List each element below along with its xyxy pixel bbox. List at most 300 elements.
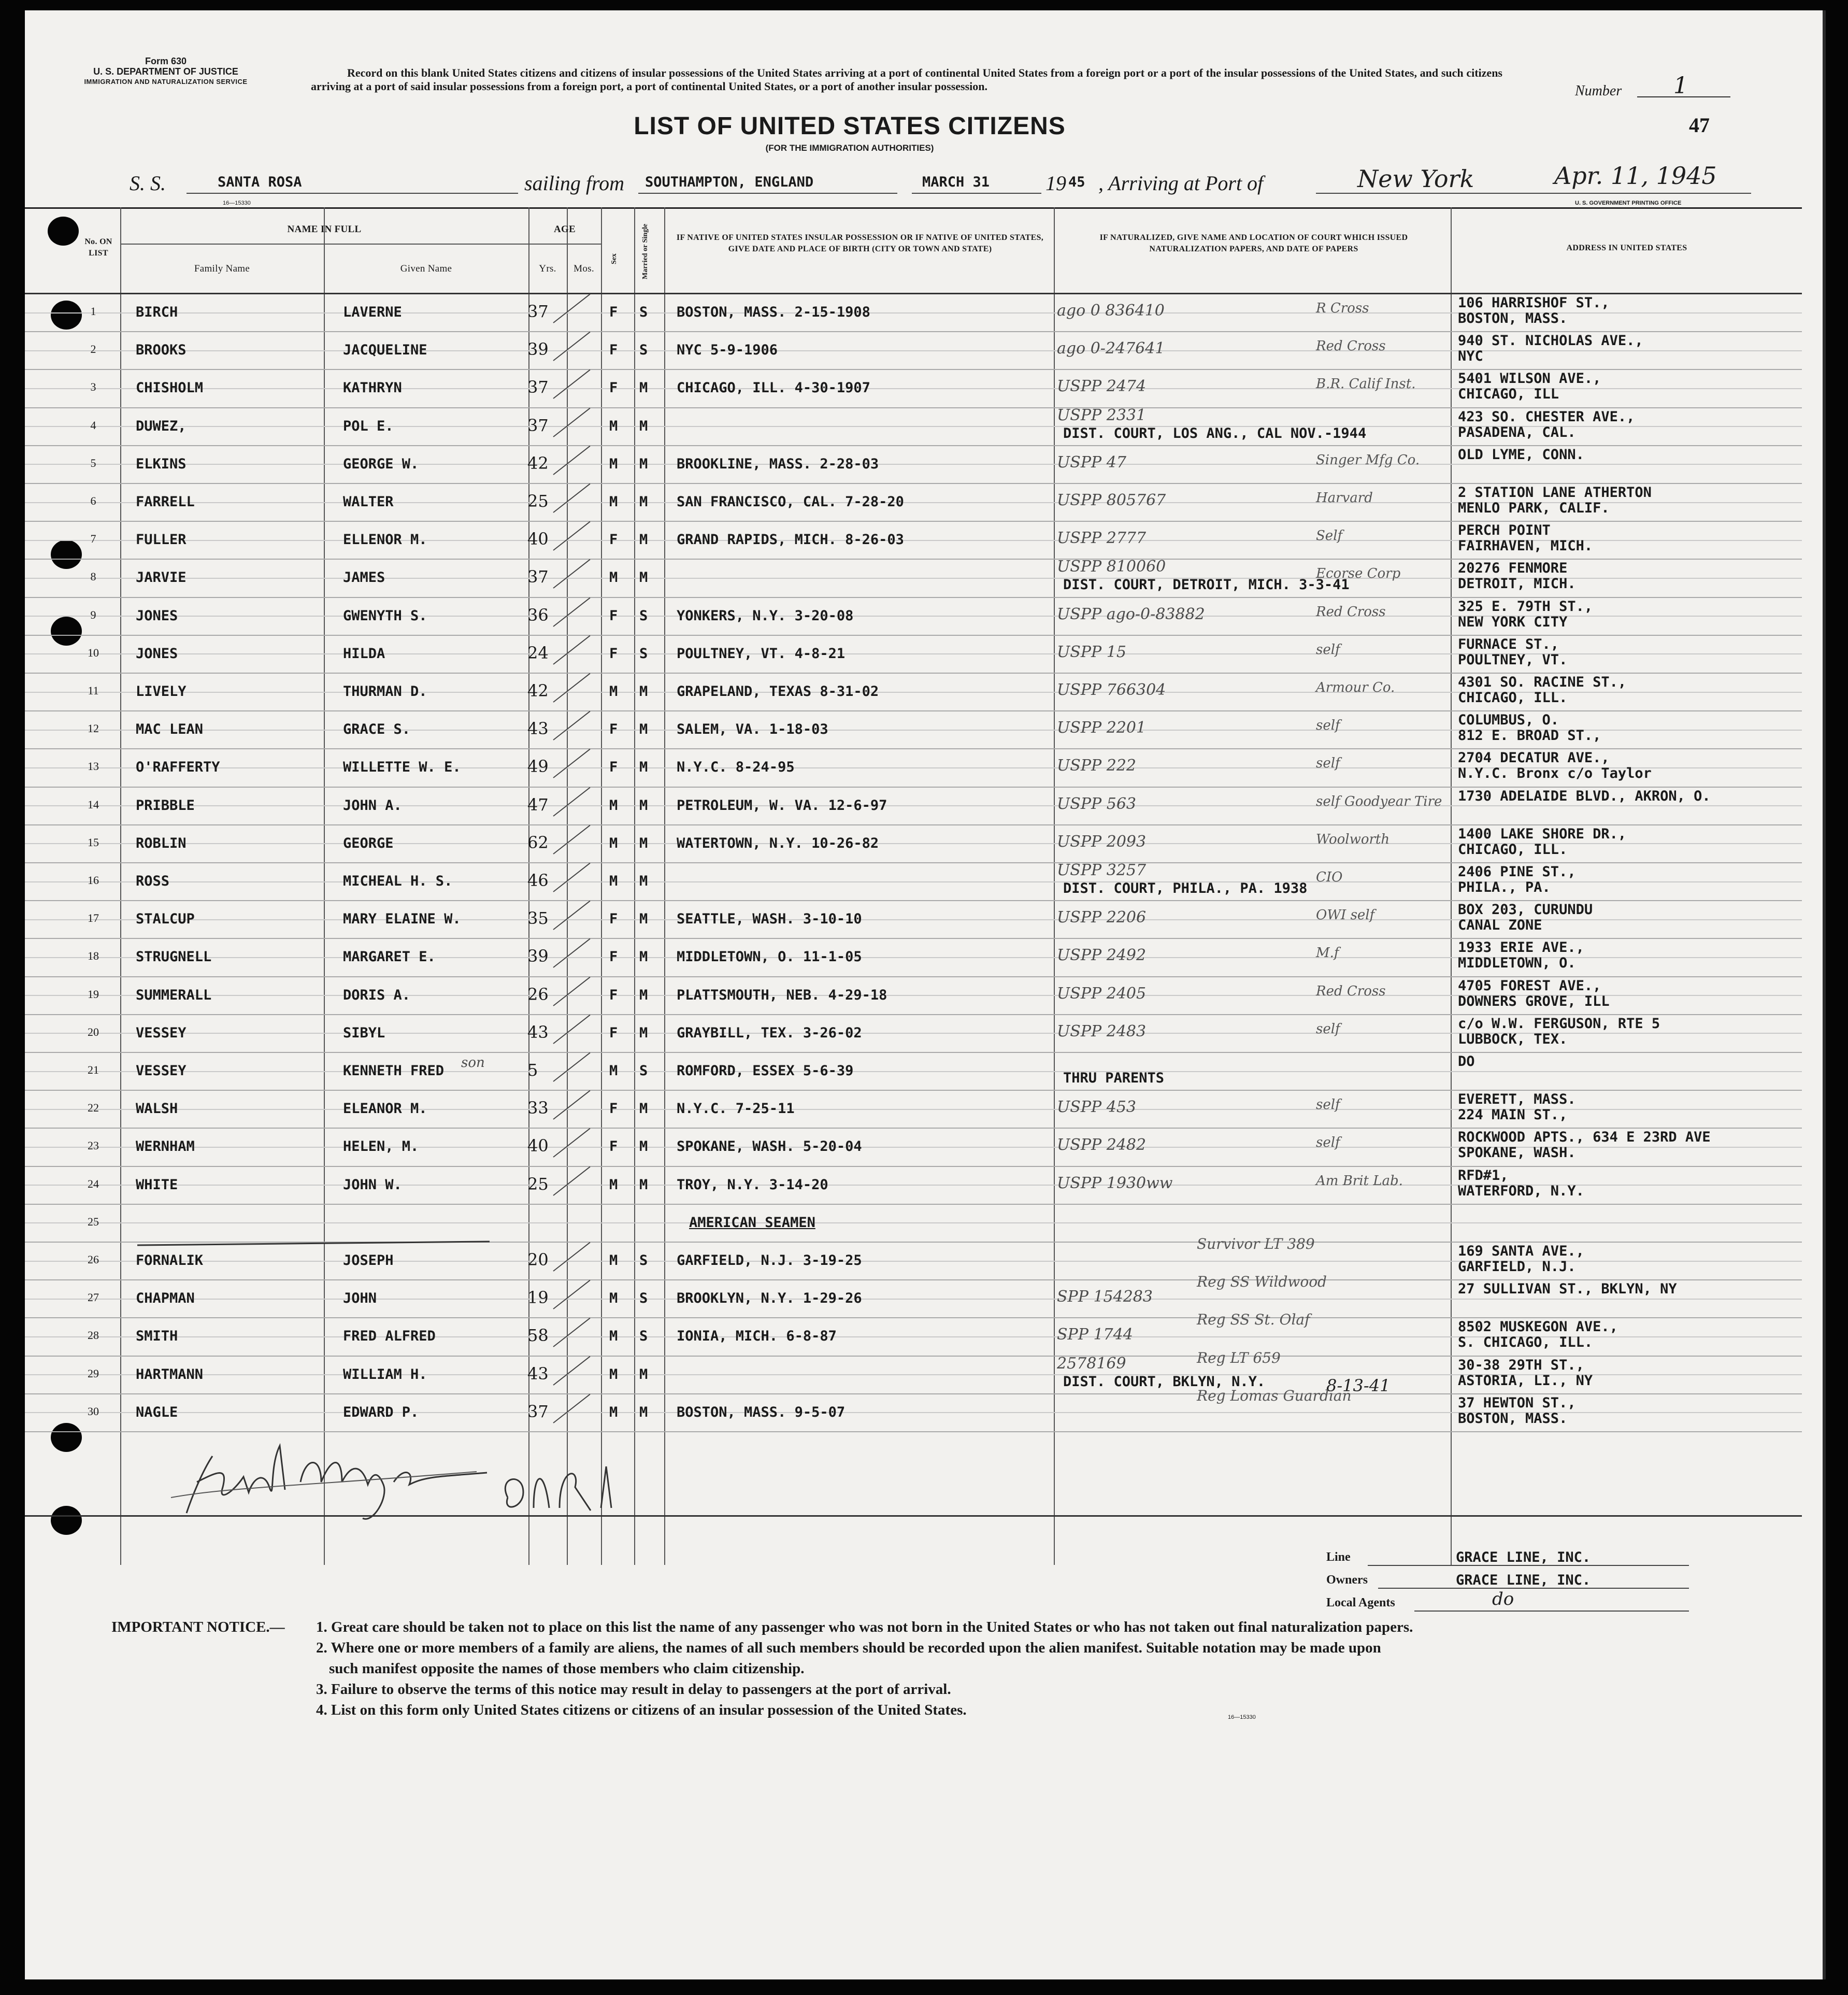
family-name: NAGLE <box>136 1404 178 1420</box>
sex: M <box>609 835 618 851</box>
age-years: 33 <box>527 1098 549 1118</box>
header-subdivider <box>120 244 601 245</box>
address-line-2: SPOKANE, WASH. <box>1458 1145 1576 1161</box>
family-name: BIRCH <box>136 304 178 320</box>
birth-place-date: CHICAGO, ILL. 4-30-1907 <box>677 380 870 396</box>
header-sex: Sex <box>610 253 618 265</box>
row-number: 28 <box>88 1329 99 1342</box>
row-number: 27 <box>88 1291 99 1304</box>
header-address: ADDRESS IN UNITED STATES <box>1566 244 1687 252</box>
sex: F <box>609 532 618 548</box>
row-line <box>25 1052 1802 1053</box>
birth-place-date: N.Y.C. 8-24-95 <box>677 759 795 776</box>
row-number: 8 <box>90 570 96 583</box>
row-number: 14 <box>88 797 99 811</box>
address-line-2: BOSTON, MASS. <box>1458 310 1568 326</box>
family-name: FARRELL <box>136 494 195 510</box>
marital-status: S <box>639 1290 648 1307</box>
owners-label: Owners <box>1326 1573 1368 1587</box>
birth-place-date: WATERTOWN, N.Y. 10-26-82 <box>677 835 879 851</box>
birth-place-date: SPOKANE, WASH. 5-20-04 <box>677 1138 862 1155</box>
address-line-2: ASTORIA, LI., NY <box>1458 1372 1593 1389</box>
address-line-2: DETROIT, MICH. <box>1458 576 1576 592</box>
marital-status: M <box>639 1101 648 1117</box>
family-name: JONES <box>136 645 178 662</box>
header-married-single: Married or Single <box>641 223 649 279</box>
sailing-date: MARCH 31 <box>922 174 990 190</box>
age-years: 43 <box>527 719 549 739</box>
marital-status: S <box>639 607 648 624</box>
birth-place-date: PETROLEUM, W. VA. 12-6-97 <box>677 797 887 814</box>
address-line-1: c/o W.W. FERGUSON, RTE 5 <box>1458 1015 1660 1032</box>
handwritten-note: USPP 810060 <box>1057 558 1166 576</box>
row-line <box>25 900 1802 901</box>
address-line-1: 423 SO. CHESTER AVE., <box>1458 408 1635 425</box>
given-name: DORIS A. <box>343 987 411 1003</box>
handwritten-note: USPP 2201 <box>1057 719 1147 737</box>
handwritten-note: self <box>1316 1097 1340 1113</box>
sex: F <box>609 342 618 359</box>
family-name: ROSS <box>136 873 170 889</box>
given-name: WILLETTE W. E. <box>343 759 461 776</box>
handwritten-note: USPP ago-0-83882 <box>1057 605 1205 623</box>
given-name: WALTER <box>343 494 394 510</box>
handwritten-note: M.f <box>1316 945 1339 961</box>
birth-place-date: N.Y.C. 7-25-11 <box>677 1101 795 1117</box>
number-value: 1 <box>1673 73 1688 99</box>
sex: M <box>609 418 618 434</box>
family-name: JONES <box>136 607 178 624</box>
age-years: 40 <box>527 1136 549 1156</box>
header-given-name: Given Name <box>400 263 452 274</box>
marital-status: M <box>639 797 648 814</box>
family-name: SMITH <box>136 1328 178 1345</box>
handwritten-note: USPP 2492 <box>1057 946 1147 965</box>
row-line <box>25 1393 1802 1394</box>
handwritten-note: Red Cross <box>1316 983 1386 999</box>
row-line <box>25 748 1802 749</box>
row-number: 18 <box>88 949 99 963</box>
sex: M <box>609 797 618 814</box>
address-line-2: CHICAGO, ILL. <box>1458 841 1568 858</box>
handwritten-note: Ecorse Corp <box>1316 566 1401 582</box>
header-birth: IF NATIVE OF UNITED STATES INSULAR POSSESSION OR IF NATIVE OF UNITED STATES, GIVE DATE AND PLACE OF BIRTH (CITY OR TOWN AND STATE) <box>676 233 1044 253</box>
handwritten-note: Singer Mfg Co. <box>1316 452 1420 468</box>
handwritten-note: USPP 47 <box>1057 453 1126 472</box>
birth-place-date: BROOKLINE, MASS. 2-28-03 <box>677 455 879 472</box>
naturalization-court: THRU PARENTS <box>1063 1070 1165 1086</box>
age-years: 36 <box>527 605 549 625</box>
handwritten-note: USPP 15 <box>1057 643 1126 661</box>
row-line <box>25 521 1802 522</box>
sailing-from: SOUTHAMPTON, ENGLAND <box>645 174 814 190</box>
row-number: 9 <box>90 608 96 621</box>
marital-status: M <box>639 1404 648 1420</box>
sex: M <box>609 1404 618 1420</box>
handwritten-note: USPP 453 <box>1057 1098 1137 1117</box>
birth-place-date: IONIA, MICH. 6-8-87 <box>677 1328 837 1345</box>
address-line-1: 169 SANTA AVE., <box>1458 1243 1584 1259</box>
row-number: 6 <box>90 494 96 507</box>
number-label: Number <box>1575 83 1622 99</box>
row-number: 15 <box>88 835 99 849</box>
sex: M <box>609 455 618 472</box>
family-name: JARVIE <box>136 569 187 586</box>
given-name: ELEANOR M. <box>343 1101 427 1117</box>
row-number: 21 <box>88 1063 99 1076</box>
ship-name: SANTA ROSA <box>218 174 302 190</box>
row-line <box>25 369 1802 370</box>
owners-value: GRACE LINE, INC. <box>1456 1572 1591 1588</box>
row-number: 20 <box>88 1025 99 1038</box>
age-years: 25 <box>527 491 549 511</box>
address-line-2: MENLO PARK, CALIF. <box>1458 500 1610 516</box>
handwritten-note: ago 0 836410 <box>1057 302 1165 320</box>
family-name: O'RAFFERTY <box>136 759 220 776</box>
address-line-1: OLD LYME, CONN. <box>1458 446 1584 463</box>
marital-status: S <box>639 1063 648 1079</box>
birth-place-date: ROMFORD, ESSEX 5-6-39 <box>677 1063 854 1079</box>
family-name: DUWEZ, <box>136 418 187 434</box>
address-line-1: 106 HARRISHOF ST., <box>1458 295 1610 311</box>
given-name: FRED ALFRED <box>343 1328 436 1345</box>
row-number: 29 <box>88 1366 99 1380</box>
given-name: GEORGE <box>343 835 394 851</box>
department: U. S. DEPARTMENT OF JUSTICE <box>93 66 238 77</box>
age-years: 42 <box>527 681 549 701</box>
birth-place-date: BROOKLYN, N.Y. 1-29-26 <box>677 1290 862 1307</box>
address-line-1: BOX 203, CURUNDU <box>1458 902 1593 918</box>
notice-3: 3. Failure to observe the terms of this notice may result in delay to passengers at the port of arrival. <box>316 1681 951 1698</box>
address-line-2: N.Y.C. Bronx c/o Taylor <box>1458 765 1652 782</box>
row-line <box>25 976 1802 977</box>
handwritten-note: self Goodyear Tire <box>1316 793 1442 809</box>
handwritten-note: self <box>1316 718 1340 734</box>
arriving-label: , Arriving at Port of <box>1098 172 1264 195</box>
address-line-1: EVERETT, MASS. <box>1458 1091 1576 1108</box>
given-name: GEORGE W. <box>343 455 419 472</box>
row-line <box>25 559 1802 560</box>
naturalization-court: DIST. COURT, PHILA., PA. 1938 <box>1063 880 1308 896</box>
address-line-1: 20276 FENMORE <box>1458 560 1568 577</box>
date-underline <box>912 193 1041 194</box>
family-name: MAC LEAN <box>136 721 204 738</box>
address-line-1: 30-38 29TH ST., <box>1458 1357 1584 1373</box>
family-name: WHITE <box>136 1176 178 1193</box>
birth-place-date: PLATTSMOUTH, NEB. 4-29-18 <box>677 987 887 1003</box>
handwritten-note: 2578169 <box>1057 1354 1126 1373</box>
age-years: 37 <box>527 377 549 397</box>
row-number: 22 <box>88 1101 99 1115</box>
handwritten-note: self <box>1316 1021 1340 1037</box>
given-name: JOHN <box>343 1290 377 1307</box>
address-line-2: WATERFORD, N.Y. <box>1458 1182 1584 1199</box>
address-line-2: PHILA., PA. <box>1458 879 1551 895</box>
marital-status: M <box>639 911 648 928</box>
age-years: 37 <box>527 415 549 435</box>
handwritten-note: USPP 2405 <box>1057 984 1147 1003</box>
given-name: EDWARD P. <box>343 1404 419 1420</box>
handwritten-note: USPP 2093 <box>1057 832 1147 851</box>
birth-place-date: TROY, N.Y. 3-14-20 <box>677 1176 828 1193</box>
master-signature <box>166 1435 632 1529</box>
row-number: 16 <box>88 874 99 887</box>
row-number: 12 <box>88 722 99 735</box>
given-name: ELLENOR M. <box>343 532 427 548</box>
row-line <box>25 407 1802 408</box>
age-years: 24 <box>527 643 549 663</box>
handwritten-note: USPP 2331 <box>1057 406 1147 424</box>
age-years: 39 <box>527 339 549 360</box>
header-family-name: Family Name <box>194 263 250 274</box>
ledger-line <box>25 1222 1802 1223</box>
row-line <box>25 597 1802 598</box>
address-line-1: 37 HEWTON ST., <box>1458 1394 1576 1411</box>
given-name: SIBYL <box>343 1024 385 1041</box>
handwritten-note: ago 0-247641 <box>1057 339 1165 358</box>
given-name: THURMAN D. <box>343 683 427 700</box>
family-name: WALSH <box>136 1101 178 1117</box>
marital-status: M <box>639 1366 648 1383</box>
family-name: VESSEY <box>136 1063 187 1079</box>
sex: F <box>609 645 618 662</box>
address-line-2: 812 E. BROAD ST., <box>1458 728 1601 744</box>
address-line-1: 2406 PINE ST., <box>1458 864 1576 880</box>
sex: F <box>609 987 618 1003</box>
address-line-2: CHICAGO, ILL. <box>1458 690 1568 706</box>
given-name: MARY ELAINE W. <box>343 911 461 928</box>
given-name: WILLIAM H. <box>343 1366 427 1383</box>
row-line <box>25 1317 1802 1318</box>
row-number: 10 <box>88 646 99 659</box>
age-years: 42 <box>527 453 549 473</box>
handwritten-note: Harvard <box>1316 490 1373 506</box>
page-subtitle: (FOR THE IMMIGRATION AUTHORITIES) <box>765 143 934 153</box>
bottom-form-code: 16—15330 <box>1228 1714 1256 1720</box>
address-line-2: BOSTON, MASS. <box>1458 1410 1568 1427</box>
row-number: 26 <box>88 1253 99 1266</box>
row-number: 5 <box>90 456 96 469</box>
handwritten-note: SPP 154283 <box>1057 1288 1153 1306</box>
sex: M <box>609 873 618 889</box>
row-line <box>25 635 1802 636</box>
family-name: CHISHOLM <box>136 380 204 396</box>
line-value: GRACE LINE, INC. <box>1456 1549 1591 1565</box>
ledger-line <box>25 1299 1802 1300</box>
address-line-1: DO <box>1458 1053 1475 1070</box>
ledger-line <box>25 1071 1802 1072</box>
age-years: 26 <box>527 984 549 1004</box>
given-name: LAVERNE <box>343 304 402 320</box>
handwritten-note: Red Cross <box>1316 338 1386 354</box>
age-years: 58 <box>527 1326 549 1346</box>
printing-office: U. S. GOVERNMENT PRINTING OFFICE <box>1575 200 1682 206</box>
marital-status: S <box>639 304 648 320</box>
sex: M <box>609 1366 618 1383</box>
address-line-2: CANAL ZONE <box>1458 917 1542 934</box>
handwritten-note: B.R. Calif Inst. <box>1316 376 1416 392</box>
handwritten-note: USPP 1930ww <box>1057 1174 1173 1192</box>
birth-place-date: BOSTON, MASS. 9-5-07 <box>677 1404 846 1420</box>
handwritten-note: USPP 2777 <box>1057 529 1147 548</box>
address-line-1: 5401 WILSON AVE., <box>1458 370 1601 387</box>
address-line-1: 1400 LAKE SHORE DR., <box>1458 825 1627 842</box>
address-line-1: 325 E. 79TH ST., <box>1458 598 1593 615</box>
form-number: Form 630 <box>145 56 187 66</box>
age-years: 62 <box>527 832 549 852</box>
sex: F <box>609 721 618 738</box>
given-name: GRACE S. <box>343 721 411 738</box>
address-line-1: 27 SULLIVAN ST., BKLYN, NY <box>1458 1281 1677 1298</box>
address-line-2: NEW YORK CITY <box>1458 614 1568 630</box>
address-line-2: 224 MAIN ST., <box>1458 1107 1568 1123</box>
row-number: 23 <box>88 1139 99 1152</box>
handwritten-note: Armour Co. <box>1316 680 1395 695</box>
given-name: GWENYTH S. <box>343 607 427 624</box>
marital-status: M <box>639 683 648 700</box>
given-name: HILDA <box>343 645 385 662</box>
marital-status: M <box>639 569 648 586</box>
col-divider <box>634 207 635 1565</box>
sex: M <box>609 683 618 700</box>
row-line <box>25 1204 1802 1205</box>
given-name: MARGARET E. <box>343 949 436 965</box>
marital-status: M <box>639 494 648 510</box>
family-name: BROOKS <box>136 342 187 359</box>
sex: M <box>609 494 618 510</box>
given-name: KENNETH FRED <box>343 1063 445 1079</box>
col-divider <box>601 207 602 1565</box>
address-line-2: GARFIELD, N.J. <box>1458 1259 1576 1275</box>
marital-status: M <box>639 987 648 1003</box>
age-years: 43 <box>527 1363 549 1384</box>
col-divider <box>664 207 665 1565</box>
marital-status: M <box>639 455 648 472</box>
col-divider <box>567 207 568 1565</box>
row-line <box>25 938 1802 939</box>
age-years: 40 <box>527 529 549 549</box>
header-yrs: Yrs. <box>539 263 556 274</box>
age-years: 46 <box>527 871 549 890</box>
birth-place-date: BOSTON, MASS. 2-15-1908 <box>677 304 870 320</box>
col-divider <box>120 207 121 1565</box>
age-years: 5 <box>527 1060 538 1080</box>
birth-place-date: GRAPELAND, TEXAS 8-31-02 <box>677 683 879 700</box>
header-naturalized: IF NATURALIZED, GIVE NAME AND LOCATION OF COURT WHICH ISSUED NATURALIZATION PAPERS, AND DATE OF PAPERS <box>1099 233 1408 253</box>
port-underline <box>1316 193 1751 194</box>
handwritten-note: Woolworth <box>1316 831 1390 847</box>
address-line-1: 1730 ADELAIDE BLVD., AKRON, O. <box>1458 788 1711 804</box>
sex: F <box>609 911 618 928</box>
address-line-1: 4301 SO. RACINE ST., <box>1458 674 1627 690</box>
address-line-2: FAIRHAVEN, MICH. <box>1458 538 1593 554</box>
row-line <box>25 1128 1802 1129</box>
intro-text: Record on this blank United States citizens and citizens of insular possessions of the United States arriving at a port of continental United States from a foreign port or a port of the insular possessions of the United States, and such citizens arriving at a port of said insular possessions from a foreign port, a port of continental United States, or a port of another insular possession. <box>311 66 1502 93</box>
family-name: ELKINS <box>136 455 187 472</box>
address-line-2: POULTNEY, VT. <box>1458 651 1568 668</box>
birth-place-date: SEATTLE, WASH. 3-10-10 <box>677 911 862 928</box>
family-name: FORNALIK <box>136 1252 204 1269</box>
address-line-1: ROCKWOOD APTS., 634 E 23RD AVE <box>1458 1129 1711 1146</box>
age-years: 35 <box>527 908 549 929</box>
agents-underline <box>1414 1611 1689 1612</box>
row-number: 19 <box>88 987 99 1001</box>
birth-place-date: MIDDLETOWN, O. 11-1-05 <box>677 949 862 965</box>
row-line <box>25 1014 1802 1015</box>
col-divider <box>1054 207 1055 1565</box>
handwritten-note: self <box>1316 1135 1340 1151</box>
agents-label: Local Agents <box>1326 1596 1395 1609</box>
row-line <box>25 1356 1802 1357</box>
row-number: 30 <box>88 1404 99 1418</box>
marital-status: M <box>639 721 648 738</box>
handwritten-note: USPP 805767 <box>1057 491 1166 509</box>
address-line-1: PERCH POINT <box>1458 522 1551 539</box>
family-name: WERNHAM <box>136 1138 195 1155</box>
age-years: 37 <box>527 302 549 321</box>
handwritten-note: USPP 766304 <box>1057 681 1166 699</box>
given-name: POL E. <box>343 418 394 434</box>
header-mos: Mos. <box>574 263 594 274</box>
marital-status: S <box>639 645 648 662</box>
sex: F <box>609 607 618 624</box>
handwritten-note: 8-13-41 <box>1326 1375 1391 1395</box>
marital-status: S <box>639 342 648 359</box>
marital-status: M <box>639 380 648 396</box>
row-line <box>25 483 1802 484</box>
address-line-2: MIDDLETOWN, O. <box>1458 955 1576 972</box>
row-number: 25 <box>88 1215 99 1228</box>
ledger-line <box>25 350 1802 351</box>
family-name: FULLER <box>136 532 187 548</box>
handwritten-note: USPP 2482 <box>1057 1136 1147 1155</box>
address-line-2: CHICAGO, ILL <box>1458 386 1559 403</box>
sailing-label: sailing from <box>524 172 624 195</box>
year-suffix: 45 <box>1068 174 1085 190</box>
col-divider <box>1451 207 1452 1565</box>
handwritten-note: son <box>461 1055 485 1071</box>
header-no-on-list: No. ON LIST <box>84 237 112 258</box>
given-name: JOHN A. <box>343 797 402 814</box>
family-name: SUMMERALL <box>136 987 212 1003</box>
naturalization-court: DIST. COURT, BKLYN, N.Y. <box>1063 1373 1266 1390</box>
header-bottom-rule <box>25 293 1802 294</box>
header-name-in-full: NAME IN FULL <box>287 224 362 235</box>
birth-place-date: GARFIELD, N.J. 3-19-25 <box>677 1252 862 1269</box>
address-line-2: NYC <box>1458 348 1483 365</box>
handwritten-note: USPP 222 <box>1057 757 1137 775</box>
handwritten-note: USPP 2474 <box>1057 377 1147 396</box>
handwritten-note: USPP 3257 <box>1057 861 1147 879</box>
handwritten-note: Self <box>1316 528 1343 544</box>
row-number: 13 <box>88 760 99 773</box>
age-years: 47 <box>527 794 549 815</box>
year-prefix: 19 <box>1045 172 1066 195</box>
given-name: JOHN W. <box>343 1176 402 1193</box>
age-years: 39 <box>527 946 549 966</box>
address-line-1: 8502 MUSKEGON AVE., <box>1458 1319 1618 1335</box>
arrival-date: Apr. 11, 1945 <box>1554 162 1717 190</box>
handwritten-note: USPP 2483 <box>1057 1022 1147 1041</box>
address-line-2: PASADENA, CAL. <box>1458 424 1576 440</box>
handwritten-note: Reg LT 659 <box>1197 1349 1281 1366</box>
family-name: STALCUP <box>136 911 195 928</box>
address-line-1: COLUMBUS, O. <box>1458 712 1559 729</box>
marital-status: M <box>639 759 648 776</box>
age-years: 37 <box>527 567 549 587</box>
handwritten-note: OWI self <box>1316 907 1375 923</box>
address-line-1: FURNACE ST., <box>1458 636 1559 652</box>
